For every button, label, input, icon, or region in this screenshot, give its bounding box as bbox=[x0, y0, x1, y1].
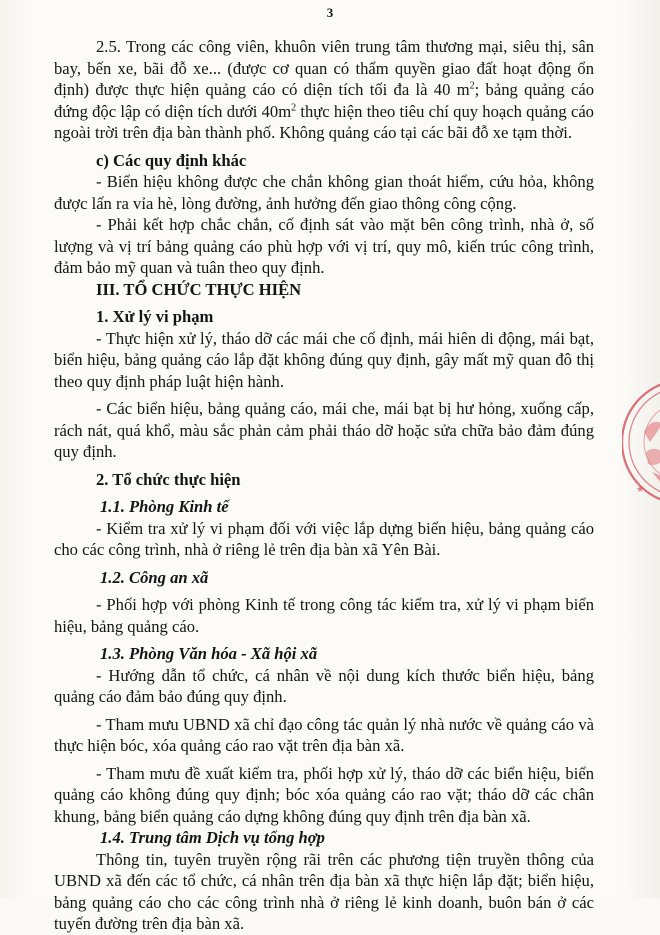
document-body bbox=[54, 36, 594, 935]
red-seal-stamp-icon bbox=[622, 372, 660, 512]
heading-implementation: 2. Tổ chức thực hiện bbox=[96, 469, 241, 489]
heading-c-other-regulations: c) Các quy định khác bbox=[96, 150, 247, 170]
paragraph-item: - Tham mưu đề xuất kiểm tra, phối hợp xử lý, tháo dỡ các biển hiệu, biển quảng cáo không đúng quy định; bóc xóa quảng cáo rao vặt; tháo dỡ các chân khung, bảng biển quảng cáo dựng không đúng quy định trên địa bàn xã. bbox=[54, 763, 594, 826]
paragraph-item: Thông tin, tuyên truyền rộng rãi trên các phương tiện truyền thông của UBND xã đến các tổ chức, cá nhân trên địa bàn xã thực hiện lắp đặt; biển hiệu, bảng quảng cáo cho các công trình nhà ở riêng lẻ kinh doanh, buôn bán ở các tuyến đường trên địa bàn xã. bbox=[54, 849, 594, 933]
page-number: 3 bbox=[326, 5, 334, 20]
heading-unit-economics: 1.1. Phòng Kinh tế bbox=[100, 497, 229, 516]
heading-unit-police: 1.2. Công an xã bbox=[100, 567, 209, 587]
paragraph-item: - Kiểm tra xử lý vi phạm đối với việc lắp dựng biển hiệu, bảng quảng cáo cho các công trình, nhà ở riêng lẻ trên địa bàn xã Yên Bài. bbox=[54, 518, 594, 559]
paragraph-item: - Hướng dẫn tổ chức, cá nhân về nội dung kích thước biển hiệu, bảng quảng cáo đảm bảo đúng quy định. bbox=[54, 665, 594, 706]
heading-unit-service-center: 1.4. Trung tâm Dịch vụ tổng hợp bbox=[100, 828, 325, 847]
paragraph-item: - Biển hiệu không được che chắn không gian thoát hiểm, cứu hỏa, không được lấn ra vỉa hè, lòng đường, ảnh hưởng đến giao thông công cộng. bbox=[54, 172, 594, 213]
svg-text:★: ★ bbox=[636, 485, 645, 495]
paragraph-item: - Thực hiện xử lý, tháo dỡ các mái che cố định, mái hiên di động, mái bạt, biển hiệu, bảng quảng cáo lắp đặt không đúng quy định, gây mất mỹ quan đô thị theo quy định pháp luật hiện hành. bbox=[54, 328, 594, 391]
heading-violation-handling: 1. Xử lý vi phạm bbox=[96, 307, 214, 326]
paragraph-item: - Các biển hiệu, bảng quảng cáo, mái che, mái bạt bị hư hỏng, xuống cấp, rách nát, quá khổ, màu sắc phản cảm phải tháo dỡ hoặc sửa chữa bảo đảm đúng quy định. bbox=[54, 399, 594, 461]
paragraph-item: - Phải kết hợp chắc chắn, cố định sát vào mặt bên công trình, nhà ở, số lượng và vị trí bảng quảng cáo phù hợp với vị trí, quy mô, kiến trúc công trình, đảm bảo mỹ quan và tuân theo quy định. bbox=[54, 215, 594, 277]
paragraph-item: - Tham mưu UBND xã chỉ đạo công tác quản lý nhà nước về quảng cáo và thực hiện bóc, xóa quảng cáo rao vặt trên địa bàn xã. bbox=[54, 714, 594, 755]
heading-unit-culture: 1.3. Phòng Văn hóa - Xã hội xã bbox=[100, 644, 318, 663]
paragraph-2-5: 2.5. Trong các công viên, khuôn viên trung tâm thương mại, siêu thị, sân bay, bến xe, bãi đỗ xe... (được cơ quan có thẩm quyền giao đất hoạt động ổn định) được thực hiện quảng cáo có diện tích tối đa là 40 $m^2$; bảng quảng cáo đứng độc lập có diện tích dưới $40m^2$ thực hiện theo tiêu chí quy hoạch quảng cáo ngoài trời trên địa bàn thành phố. Không quảng cáo tại các bãi đỗ xe tạm thời. bbox=[54, 37, 594, 142]
paragraph-item: - Phối hợp với phòng Kinh tế trong công tác kiểm tra, xử lý vi phạm biển hiệu, bảng quảng cáo. bbox=[54, 595, 594, 636]
heading-section-III: III. TỔ CHỨC THỰC HIỆN bbox=[96, 279, 302, 299]
